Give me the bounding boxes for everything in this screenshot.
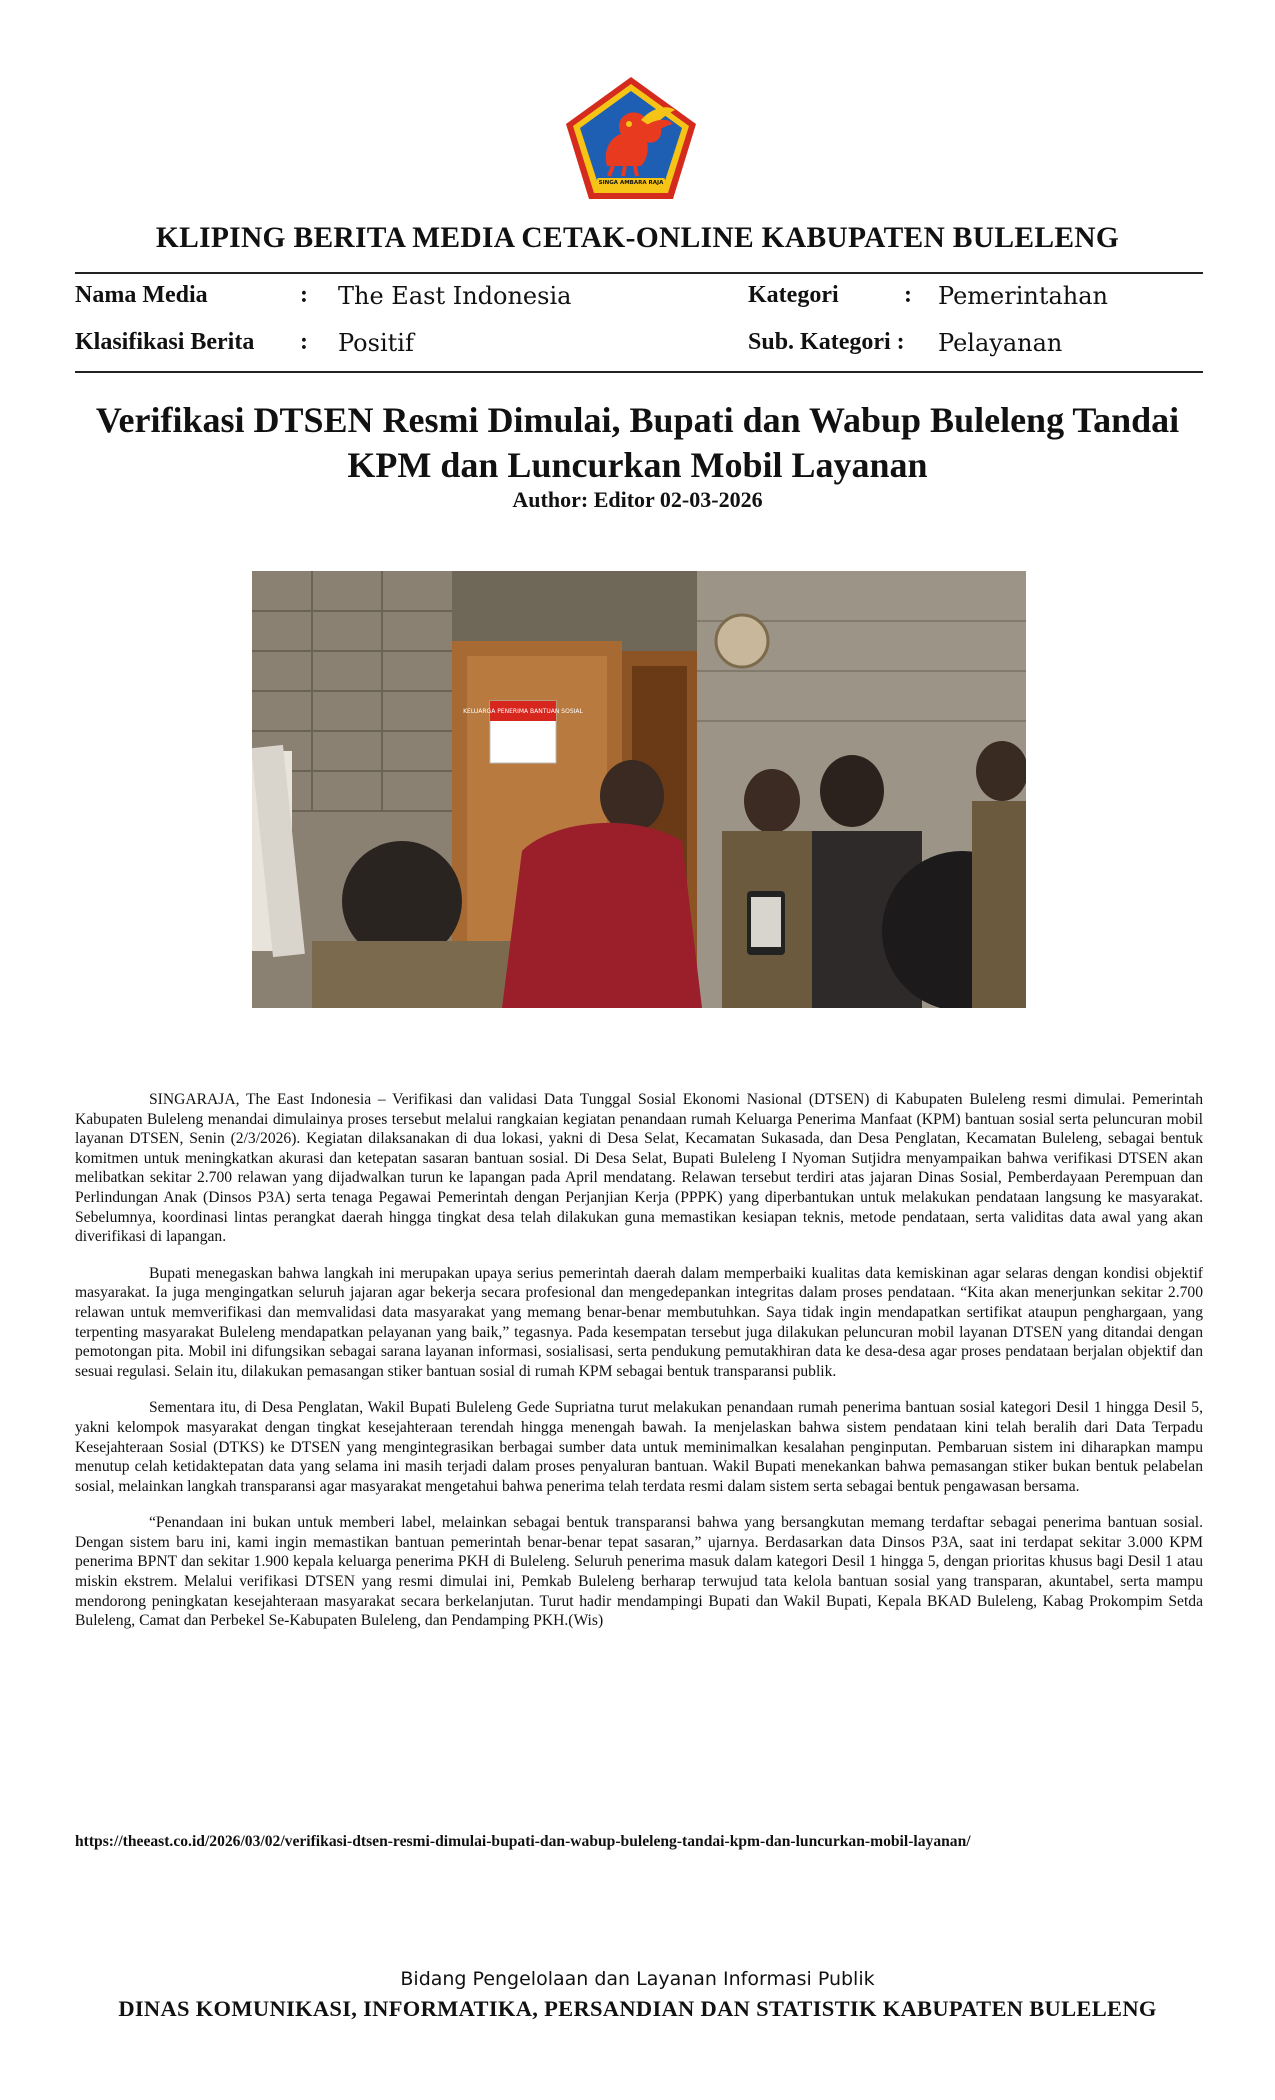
nama-media-label: Nama Media xyxy=(75,282,208,308)
sub-kategori-value: Pelayanan xyxy=(938,329,1063,357)
kategori-value: Pemerintahan xyxy=(938,282,1109,310)
article-paragraph-3: Sementara itu, di Desa Penglatan, Wakil Bupati Buleleng Gede Supriatna turut melakukan penandaan rumah penerima bantuan sosial kategori Desil 1 hingga Desil 5, yakni kelompok masyarakat dengan tingkat kesejahteraan terendah hingga menengah bawah. Ia menjelaskan bahwa sistem pendataan kini telah beralih dari Data Terpadu Kesejahteraan Sosial (DTKS) ke DTSEN yang mengintegrasikan berbagai sumber data untuk meminimalkan kesalahan penginputan. Pembaruan sistem ini diharapkan mampu menutup celah ketidaktepatan data yang selama ini masih terjadi dalam proses penyaluran bantuan. Wakil Bupati menekankan bahwa pemasangan stiker bukan bentuk pelabelan sosial, melainkan langkah transparansi agar masyarakat mengetahui bahwa penerima telah terdata resmi dalam sistem serta sebagai bentuk pengawasan bersama. xyxy=(75,1399,1203,1495)
klasifikasi-label: Klasifikasi Berita xyxy=(75,329,255,355)
article-title-line1: Verifikasi DTSEN Resmi Dimulai, Bupati dan Wabup Buleleng Tandai xyxy=(95,400,1180,440)
kliping-title: KLIPING BERITA MEDIA CETAK-ONLINE KABUPATEN BULELENG xyxy=(155,222,1120,254)
sub-kategori-label: Sub. Kategori : xyxy=(748,329,905,355)
buleleng-crest-logo xyxy=(563,74,699,202)
klasifikasi-value: Positif xyxy=(338,329,414,357)
article-title xyxy=(60,398,1215,488)
photo-scene-image xyxy=(252,571,1026,1008)
header-rule-top xyxy=(75,272,1203,274)
article-paragraph-4: “Penandaan ini bukan untuk memberi label, melainkan sebagai bentuk transparansi bahwa yang bersangkutan memang terdaftar sebagai penerima bantuan sosial. Dengan sistem baru ini, kami ingin memastikan bantuan pemerintah benar-benar tepat sasaran,” ujarnya. Berdasarkan data Dinsos P3A, saat ini terdapat sekitar 3.000 KPM penerima BPNT dan sekitar 1.900 kepala keluarga penerima PKH di Buleleng. Seluruh penerima masuk dalam kategori Desil 1 hingga 5, dengan prioritas khusus bagi Desil 1 atau miskin ekstrem. Melalui verifikasi DTSEN yang resmi dimulai ini, Pemkab Buleleng berharap terwujud tata kelola bantuan sosial yang transparan, akuntabel, serta mampu mendorong peningkatan kesejahteraan masyarakat secara berkelanjutan. Turut hadir mendampingi Bupati dan Wakil Bupati, Kepala BKAD Buleleng, Kabag Prokompim Setda Buleleng, Camat dan Perbekel Se-Kabupaten Buleleng, dan Pendamping PKH.(Wis) xyxy=(75,1514,1203,1630)
header-rule-bottom xyxy=(75,371,1203,373)
klasifikasi-colon: : xyxy=(300,329,308,355)
logo-caption: SINGA AMBARA RAJA xyxy=(598,180,664,186)
article-title-line2: KPM dan Luncurkan Mobil Layanan xyxy=(347,445,928,485)
article-paragraph-2: Bupati menegaskan bahwa langkah ini merupakan upaya serius pemerintah daerah dalam memperbaiki kualitas data kemiskinan agar selaras dengan kondisi objektif masyarakat. Ia juga mengingatkan seluruh jajaran agar bekerja secara profesional dan mengedepankan integritas dalam proses pendataan. “Kita akan menerjunkan sekitar 2.700 relawan untuk memverifikasi dan memvalidasi data masyarakat yang memang benar-benar membutuhkan. Saya tidak ingin mendapatkan sertifikat ataupun penghargaan, yang terpenting masyarakat Buleleng mendapatkan pelayanan yang baik,” tegasnya. Pada kesempatan tersebut juga dilakukan peluncuran mobil layanan DTSEN yang ditandai dengan pemotongan pita. Mobil ini difungsikan sebagai sarana layanan informasi, sosialisasi, serta pendukung pemutakhiran data ke desa-desa agar proses pendataan berjalan objektif dan sesuai regulasi. Selain itu, dilakukan pemasangan stiker bantuan sosial di rumah KPM sebagai bentuk transparansi publik. xyxy=(75,1264,1203,1380)
footer-agency: DINAS KOMUNIKASI, INFORMATIKA, PERSANDIAN DAN STATISTIK KABUPATEN BULELENG xyxy=(118,1996,1157,2021)
article-source-link[interactable]: https://theeast.co.id/2026/03/02/verifikasi-dtsen-resmi-dimulai-bupati-dan-wabup-buleleng-tandai-kpm-dan-luncurkan-mobil-layanan/ xyxy=(75,1833,971,1850)
kategori-colon: : xyxy=(904,282,912,308)
footer-department: Bidang Pengelolaan dan Layanan Informasi Publik xyxy=(400,1968,875,1990)
photo-door-sign: KELUARGA PENERIMA BANTUAN SOSIAL xyxy=(463,708,583,715)
article-paragraph-1: SINGARAJA, The East Indonesia – Verifikasi dan validasi Data Tunggal Sosial Ekonomi Nasional (DTSEN) di Kabupaten Buleleng resmi dimulai. Pemerintah Kabupaten Buleleng menandai dimulainya proses tersebut melalui rangkaian kegiatan penandaan rumah Keluarga Penerima Manfaat (KPM) bantuan sosial serta peluncuran mobil layanan DTSEN, Senin (2/3/2026). Kegiatan dilaksanakan di dua lokasi, yakni di Desa Selat, Kecamatan Sukasada, dan Desa Penglatan, Kecamatan Buleleng, sebagai bentuk komitmen untuk meningkatkan akurasi dan ketepatan sasaran bantuan sosial. Di Desa Selat, Bupati Buleleng I Nyoman Sutjidra menyampaikan bahwa verifikasi DTSEN akan melibatkan sekitar 2.700 relawan yang dijadwalkan turun ke lapangan pada April mendatang. Relawan tersebut terdiri atas jajaran Dinas Sosial, Pemberdayaan Perempuan dan Perlindungan Anak (Dinsos P3A) serta tenaga Pegawai Pemerintah dengan Perjanjian Kerja (PPPK) yang diperbantukan untuk melakukan pendataan langsung ke masyarakat. Sebelumnya, koordinasi lintas perangkat daerah hingga tingkat desa telah dilakukan guna memastikan kesiapan teknis, metode pendataan, serta validitas data awal yang akan diverifikasi di lapangan. xyxy=(75,1091,1203,1246)
article-author: Author: Editor 02-03-2026 xyxy=(512,487,763,512)
nama-media-value: The East Indonesia xyxy=(338,282,572,310)
article-photo xyxy=(252,571,1026,1008)
nama-media-colon: : xyxy=(300,282,308,308)
article-body xyxy=(75,1090,1203,1648)
kategori-label: Kategori xyxy=(748,282,839,308)
